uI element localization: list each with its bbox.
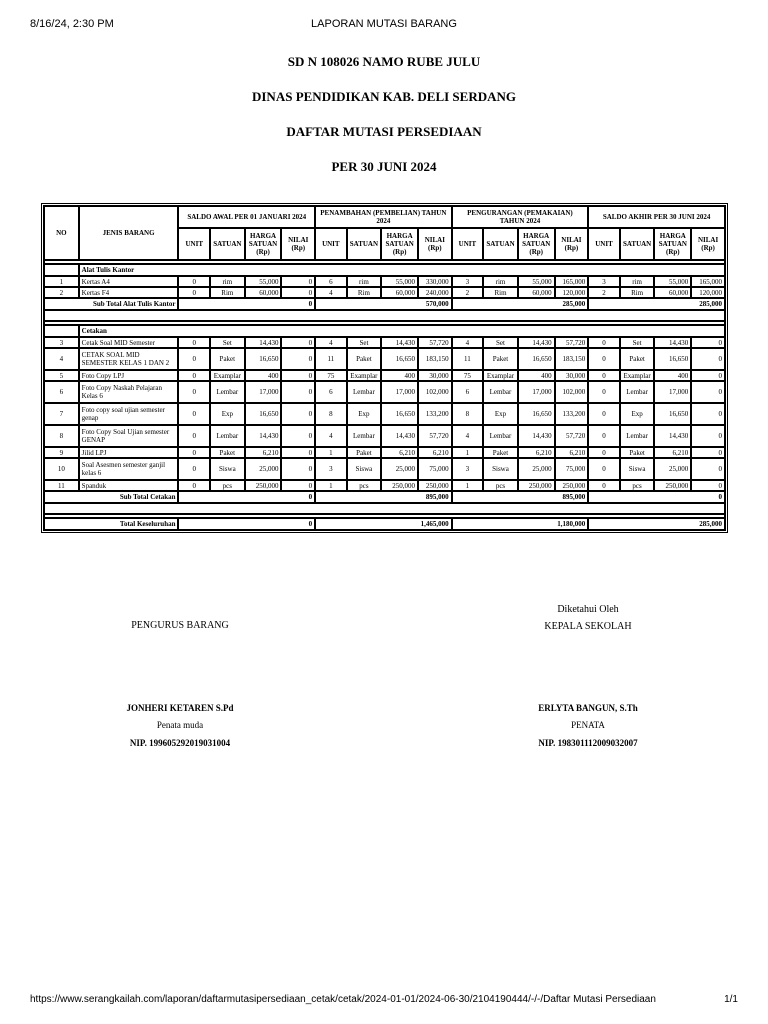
- table-cell: 14,430: [654, 337, 691, 348]
- table-cell: pcs: [620, 480, 655, 491]
- table-cell: 330,000: [418, 276, 452, 287]
- table-cell: 6,210: [245, 447, 282, 458]
- table-cell: 133,200: [418, 403, 452, 425]
- left-signer-nip: NIP. 199605292019031004: [129, 738, 231, 748]
- table-cell: CETAK SOAL MID SEMESTER KELAS 1 DAN 2: [79, 348, 179, 370]
- table-cell: 0: [281, 480, 315, 491]
- section-title-spacer: [44, 325, 79, 337]
- table-cell: 57,720: [418, 425, 452, 447]
- table-cell: 0: [178, 381, 210, 403]
- mutation-table: [43, 205, 726, 531]
- table-cell: Paket: [483, 447, 518, 458]
- header-harga: HARGA SATUAN (Rp): [654, 228, 691, 260]
- table-cell: 4: [44, 348, 79, 370]
- header-harga: HARGA SATUAN (Rp): [381, 228, 418, 260]
- table-cell: 17,000: [245, 381, 282, 403]
- table-cell: Examplar: [620, 370, 655, 381]
- table-cell: Paket: [483, 348, 518, 370]
- table-cell: Rim: [620, 287, 655, 298]
- left-signer-name: JONHERI KETAREN S.Pd: [126, 703, 234, 713]
- table-cell: 0: [178, 425, 210, 447]
- header-saldo-akhir: SALDO AKHIR PER 30 JUNI 2024: [588, 206, 725, 228]
- table-cell: Kertas A4: [79, 276, 179, 287]
- table-cell: 30,000: [418, 370, 452, 381]
- subtotal-awal: 0: [178, 491, 315, 503]
- table-cell: 0: [691, 447, 725, 458]
- table-cell: 6: [315, 276, 347, 287]
- subtotal-tambah: 895,000: [315, 491, 452, 503]
- table-cell: 30,000: [555, 370, 589, 381]
- header-unit: UNIT: [315, 228, 347, 260]
- spacer-row: [44, 503, 725, 514]
- table-row: [44, 425, 725, 447]
- table-cell: Foto Copy LPJ: [79, 370, 179, 381]
- table-cell: Examplar: [483, 370, 518, 381]
- table-row: [44, 337, 725, 348]
- table-cell: 14,430: [245, 425, 282, 447]
- header-saldo-awal: SALDO AWAL PER 01 JANUARI 2024: [178, 206, 315, 228]
- table-cell: 0: [588, 370, 620, 381]
- table-cell: 16,650: [245, 403, 282, 425]
- subtotal-label: Sub Total Alat Tulis Kantor: [44, 298, 178, 310]
- table-cell: 60,000: [245, 287, 282, 298]
- subtotal-kurang: 1,180,000: [452, 518, 589, 530]
- table-cell: Lembar: [210, 425, 245, 447]
- table-cell: Set: [620, 337, 655, 348]
- subtotal-kurang: 895,000: [452, 491, 589, 503]
- table-cell: 0: [691, 425, 725, 447]
- table-row: [44, 480, 725, 491]
- table-cell: rim: [620, 276, 655, 287]
- table-cell: 14,430: [518, 425, 555, 447]
- table-cell: Lembar: [210, 381, 245, 403]
- table-cell: rim: [347, 276, 382, 287]
- table-cell: 0: [178, 276, 210, 287]
- table-cell: 4: [315, 287, 347, 298]
- table-cell: 0: [178, 458, 210, 480]
- table-cell: 250,000: [418, 480, 452, 491]
- right-signer-name: ERLYTA BANGUN, S.Th: [538, 703, 638, 713]
- header-satuan: SATUAN: [620, 228, 655, 260]
- table-cell: 6,210: [654, 447, 691, 458]
- subtotal-akhir: 285,000: [588, 518, 725, 530]
- table-cell: 75,000: [418, 458, 452, 480]
- header-nilai: NILAI (Rp): [555, 228, 589, 260]
- table-cell: 25,000: [654, 458, 691, 480]
- header-nilai: NILAI (Rp): [281, 228, 315, 260]
- table-cell: 3: [44, 337, 79, 348]
- table-cell: 4: [315, 425, 347, 447]
- table-cell: 17,000: [381, 381, 418, 403]
- right-role: KEPALA SEKOLAH: [544, 621, 632, 632]
- table-cell: 8: [452, 403, 484, 425]
- table-cell: 16,650: [518, 348, 555, 370]
- section-title: Alat Tulis Kantor: [79, 264, 725, 276]
- print-url: https://www.serangkailah.com/laporan/daftarmutasipersediaan_cetak/cetak/2024-01-01/2024-06-30/2104190444/-/-/Daftar Mutasi Persediaan: [30, 994, 656, 1005]
- table-cell: 0: [691, 348, 725, 370]
- table-cell: 0: [178, 480, 210, 491]
- table-cell: 60,000: [518, 287, 555, 298]
- table-cell: 1: [44, 276, 79, 287]
- table-cell: 0: [281, 381, 315, 403]
- table-cell: 250,000: [555, 480, 589, 491]
- table-cell: 183,150: [555, 348, 589, 370]
- table-cell: Foto Copy Naskah Pelajaran Kelas 6: [79, 381, 179, 403]
- table-cell: 0: [691, 480, 725, 491]
- table-cell: 0: [691, 381, 725, 403]
- table-cell: 75: [315, 370, 347, 381]
- table-cell: 0: [588, 458, 620, 480]
- table-cell: Examplar: [210, 370, 245, 381]
- subtotal-awal: 0: [178, 518, 315, 530]
- table-cell: rim: [210, 276, 245, 287]
- table-cell: Set: [483, 337, 518, 348]
- right-known-by: Diketahui Oleh: [557, 604, 619, 615]
- table-cell: Lembar: [620, 425, 655, 447]
- table-cell: 0: [281, 370, 315, 381]
- table-cell: 6,210: [518, 447, 555, 458]
- subtotal-awal: 0: [178, 298, 315, 310]
- table-cell: 3: [588, 276, 620, 287]
- table-cell: 0: [178, 403, 210, 425]
- subtotal-tambah: 1,465,000: [315, 518, 452, 530]
- header-unit: UNIT: [588, 228, 620, 260]
- spacer-cell: [44, 503, 725, 514]
- left-role: PENGURUS BARANG: [131, 620, 229, 631]
- table-cell: 0: [588, 403, 620, 425]
- table-row: [44, 276, 725, 287]
- table-cell: 0: [691, 458, 725, 480]
- table-cell: 4: [315, 337, 347, 348]
- table-cell: 2: [452, 287, 484, 298]
- table-cell: 10: [44, 458, 79, 480]
- table-cell: Paket: [620, 348, 655, 370]
- section-title-row: [44, 264, 725, 276]
- table-cell: Examplar: [347, 370, 382, 381]
- header-satuan: SATUAN: [483, 228, 518, 260]
- table-cell: Lembar: [483, 381, 518, 403]
- table-cell: 6,210: [418, 447, 452, 458]
- table-cell: 183,150: [418, 348, 452, 370]
- subtotal-row: [44, 298, 725, 310]
- subtotal-label: Sub Total Cetakan: [44, 491, 178, 503]
- table-cell: Lembar: [347, 425, 382, 447]
- table-cell: 75: [452, 370, 484, 381]
- section-title-spacer: [44, 264, 79, 276]
- table-cell: 165,000: [555, 276, 589, 287]
- table-cell: 0: [178, 287, 210, 298]
- print-page-title: LAPORAN MUTASI BARANG: [311, 18, 457, 30]
- header-no: NO: [44, 206, 79, 260]
- table-cell: 250,000: [518, 480, 555, 491]
- table-cell: 2: [588, 287, 620, 298]
- table-cell: Foto copy soal ujian semester genap: [79, 403, 179, 425]
- table-cell: 0: [178, 337, 210, 348]
- subtotal-row: [44, 518, 725, 530]
- table-cell: 16,650: [518, 403, 555, 425]
- table-cell: 0: [281, 337, 315, 348]
- table-cell: 14,430: [245, 337, 282, 348]
- table-cell: 6: [44, 381, 79, 403]
- table-row: [44, 370, 725, 381]
- header-penambahan: PENAMBAHAN (PEMBELIAN) TAHUN 2024: [315, 206, 452, 228]
- table-cell: 17,000: [518, 381, 555, 403]
- table-cell: 240,000: [418, 287, 452, 298]
- table-cell: Foto Copy Soal Ujian semester GENAP: [79, 425, 179, 447]
- table-cell: 120,000: [555, 287, 589, 298]
- table-cell: 17,000: [654, 381, 691, 403]
- table-cell: Exp: [210, 403, 245, 425]
- table-cell: 6: [452, 381, 484, 403]
- table-row: [44, 381, 725, 403]
- header-pengurangan: PENGURANGAN (PEMAKAIAN) TAHUN 2024: [452, 206, 589, 228]
- right-signer-nip: NIP. 198301112009032007: [538, 738, 638, 748]
- table-cell: 55,000: [654, 276, 691, 287]
- table-cell: 0: [588, 337, 620, 348]
- table-cell: Paket: [347, 447, 382, 458]
- table-cell: 25,000: [245, 458, 282, 480]
- table-cell: 250,000: [654, 480, 691, 491]
- table-cell: Rim: [483, 287, 518, 298]
- table-cell: 0: [691, 403, 725, 425]
- table-cell: Paket: [210, 447, 245, 458]
- spacer-cell: [44, 310, 725, 321]
- table-cell: 250,000: [381, 480, 418, 491]
- report-period: PER 30 JUNI 2024: [331, 159, 437, 174]
- subtotal-akhir: 285,000: [588, 298, 725, 310]
- table-cell: 25,000: [518, 458, 555, 480]
- table-cell: Exp: [347, 403, 382, 425]
- table-cell: Paket: [210, 348, 245, 370]
- table-cell: 1: [452, 480, 484, 491]
- table-cell: 55,000: [381, 276, 418, 287]
- table-cell: 14,430: [381, 425, 418, 447]
- header-nilai: NILAI (Rp): [418, 228, 452, 260]
- table-cell: 16,650: [654, 403, 691, 425]
- table-cell: 14,430: [518, 337, 555, 348]
- table-cell: 75,000: [555, 458, 589, 480]
- table-cell: 57,720: [418, 337, 452, 348]
- table-row: [44, 348, 725, 370]
- table-cell: 0: [281, 458, 315, 480]
- table-cell: 250,000: [245, 480, 282, 491]
- table-cell: Set: [347, 337, 382, 348]
- table-cell: pcs: [347, 480, 382, 491]
- table-cell: Lembar: [483, 425, 518, 447]
- subtotal-kurang: 285,000: [452, 298, 589, 310]
- table-cell: Exp: [483, 403, 518, 425]
- table-cell: 0: [178, 447, 210, 458]
- table-cell: 60,000: [381, 287, 418, 298]
- table-cell: Cetak Soal MID Semester: [79, 337, 179, 348]
- table-cell: 133,200: [555, 403, 589, 425]
- subtotal-tambah: 570,000: [315, 298, 452, 310]
- header-jenis-barang: JENIS BARANG: [79, 206, 179, 260]
- table-cell: 3: [452, 276, 484, 287]
- table-cell: Siswa: [347, 458, 382, 480]
- table-cell: Spanduk: [79, 480, 179, 491]
- table-cell: 0: [281, 287, 315, 298]
- subtotal-akhir: 0: [588, 491, 725, 503]
- table-cell: 5: [44, 370, 79, 381]
- table-cell: 102,000: [555, 381, 589, 403]
- table-cell: Paket: [347, 348, 382, 370]
- table-cell: 16,650: [381, 403, 418, 425]
- table-cell: 6: [315, 381, 347, 403]
- section-title-row: [44, 325, 725, 337]
- table-cell: Rim: [347, 287, 382, 298]
- table-row: [44, 458, 725, 480]
- table-cell: 9: [44, 447, 79, 458]
- table-cell: Siswa: [620, 458, 655, 480]
- table-cell: 400: [245, 370, 282, 381]
- table-cell: Lembar: [620, 381, 655, 403]
- table-cell: 0: [281, 447, 315, 458]
- table-cell: Lembar: [347, 381, 382, 403]
- table-cell: 3: [452, 458, 484, 480]
- table-cell: 0: [281, 276, 315, 287]
- table-cell: Kertas F4: [79, 287, 179, 298]
- table-cell: 102,000: [418, 381, 452, 403]
- table-cell: Paket: [620, 447, 655, 458]
- left-signer-rank: Penata muda: [156, 720, 204, 730]
- table-cell: 11: [452, 348, 484, 370]
- header-harga: HARGA SATUAN (Rp): [245, 228, 282, 260]
- table-cell: 57,720: [555, 337, 589, 348]
- table-cell: 0: [588, 348, 620, 370]
- print-page-number: 1/1: [724, 994, 738, 1005]
- report-title: DAFTAR MUTASI PERSEDIAAN: [286, 124, 482, 139]
- print-datetime: 8/16/24, 2:30 PM: [30, 18, 114, 30]
- table-cell: 6,210: [555, 447, 589, 458]
- table-cell: 2: [44, 287, 79, 298]
- table-cell: 3: [315, 458, 347, 480]
- table-cell: 57,720: [555, 425, 589, 447]
- table-cell: 16,650: [245, 348, 282, 370]
- subtotal-label: Total Keseluruhan: [44, 518, 178, 530]
- table-cell: 4: [452, 425, 484, 447]
- table-cell: 0: [691, 337, 725, 348]
- table-cell: 55,000: [245, 276, 282, 287]
- table-cell: 8: [44, 425, 79, 447]
- header-unit: UNIT: [452, 228, 484, 260]
- table-cell: 0: [691, 370, 725, 381]
- table-cell: 4: [452, 337, 484, 348]
- table-cell: 0: [588, 447, 620, 458]
- table-cell: 400: [518, 370, 555, 381]
- table-cell: pcs: [210, 480, 245, 491]
- table-cell: 16,650: [381, 348, 418, 370]
- table-cell: Siswa: [210, 458, 245, 480]
- section-title: Cetakan: [79, 325, 725, 337]
- header-satuan: SATUAN: [347, 228, 382, 260]
- table-cell: 0: [178, 348, 210, 370]
- table-row: [44, 403, 725, 425]
- table-cell: 16,650: [654, 348, 691, 370]
- table-cell: 0: [588, 480, 620, 491]
- agency-name: DINAS PENDIDIKAN KAB. DELI SERDANG: [251, 89, 516, 104]
- table-cell: 120,000: [691, 287, 725, 298]
- table-cell: 1: [315, 480, 347, 491]
- header-satuan: SATUAN: [210, 228, 245, 260]
- table-cell: Rim: [210, 287, 245, 298]
- header-nilai: NILAI (Rp): [691, 228, 725, 260]
- table-cell: 0: [178, 370, 210, 381]
- table-cell: 1: [452, 447, 484, 458]
- table-cell: 400: [654, 370, 691, 381]
- table-cell: Soal Asesmen semester ganjil kelas 6: [79, 458, 179, 480]
- table-cell: 8: [315, 403, 347, 425]
- table-cell: 55,000: [518, 276, 555, 287]
- table-cell: 0: [281, 348, 315, 370]
- table-cell: Siswa: [483, 458, 518, 480]
- table-cell: 0: [281, 425, 315, 447]
- table-cell: 25,000: [381, 458, 418, 480]
- table-cell: 1: [315, 447, 347, 458]
- table-cell: Jilid LPJ: [79, 447, 179, 458]
- table-cell: 0: [588, 425, 620, 447]
- table-cell: Set: [210, 337, 245, 348]
- table-row: [44, 447, 725, 458]
- report-titles: [0, 52, 768, 192]
- table-cell: 14,430: [654, 425, 691, 447]
- table-cell: 0: [588, 381, 620, 403]
- school-name: SD N 108026 NAMO RUBE JULU: [287, 54, 481, 69]
- right-signer-rank: PENATA: [571, 720, 605, 730]
- table-cell: pcs: [483, 480, 518, 491]
- table-cell: 165,000: [691, 276, 725, 287]
- table-cell: 0: [281, 403, 315, 425]
- spacer-row: [44, 310, 725, 321]
- table-cell: 60,000: [654, 287, 691, 298]
- header-harga: HARGA SATUAN (Rp): [518, 228, 555, 260]
- table-cell: rim: [483, 276, 518, 287]
- table-cell: 11: [44, 480, 79, 491]
- table-cell: 400: [381, 370, 418, 381]
- table-row: [44, 287, 725, 298]
- table-cell: 6,210: [381, 447, 418, 458]
- table-cell: 11: [315, 348, 347, 370]
- table-cell: Exp: [620, 403, 655, 425]
- table-cell: 7: [44, 403, 79, 425]
- header-unit: UNIT: [178, 228, 210, 260]
- subtotal-row: [44, 491, 725, 503]
- table-cell: 14,430: [381, 337, 418, 348]
